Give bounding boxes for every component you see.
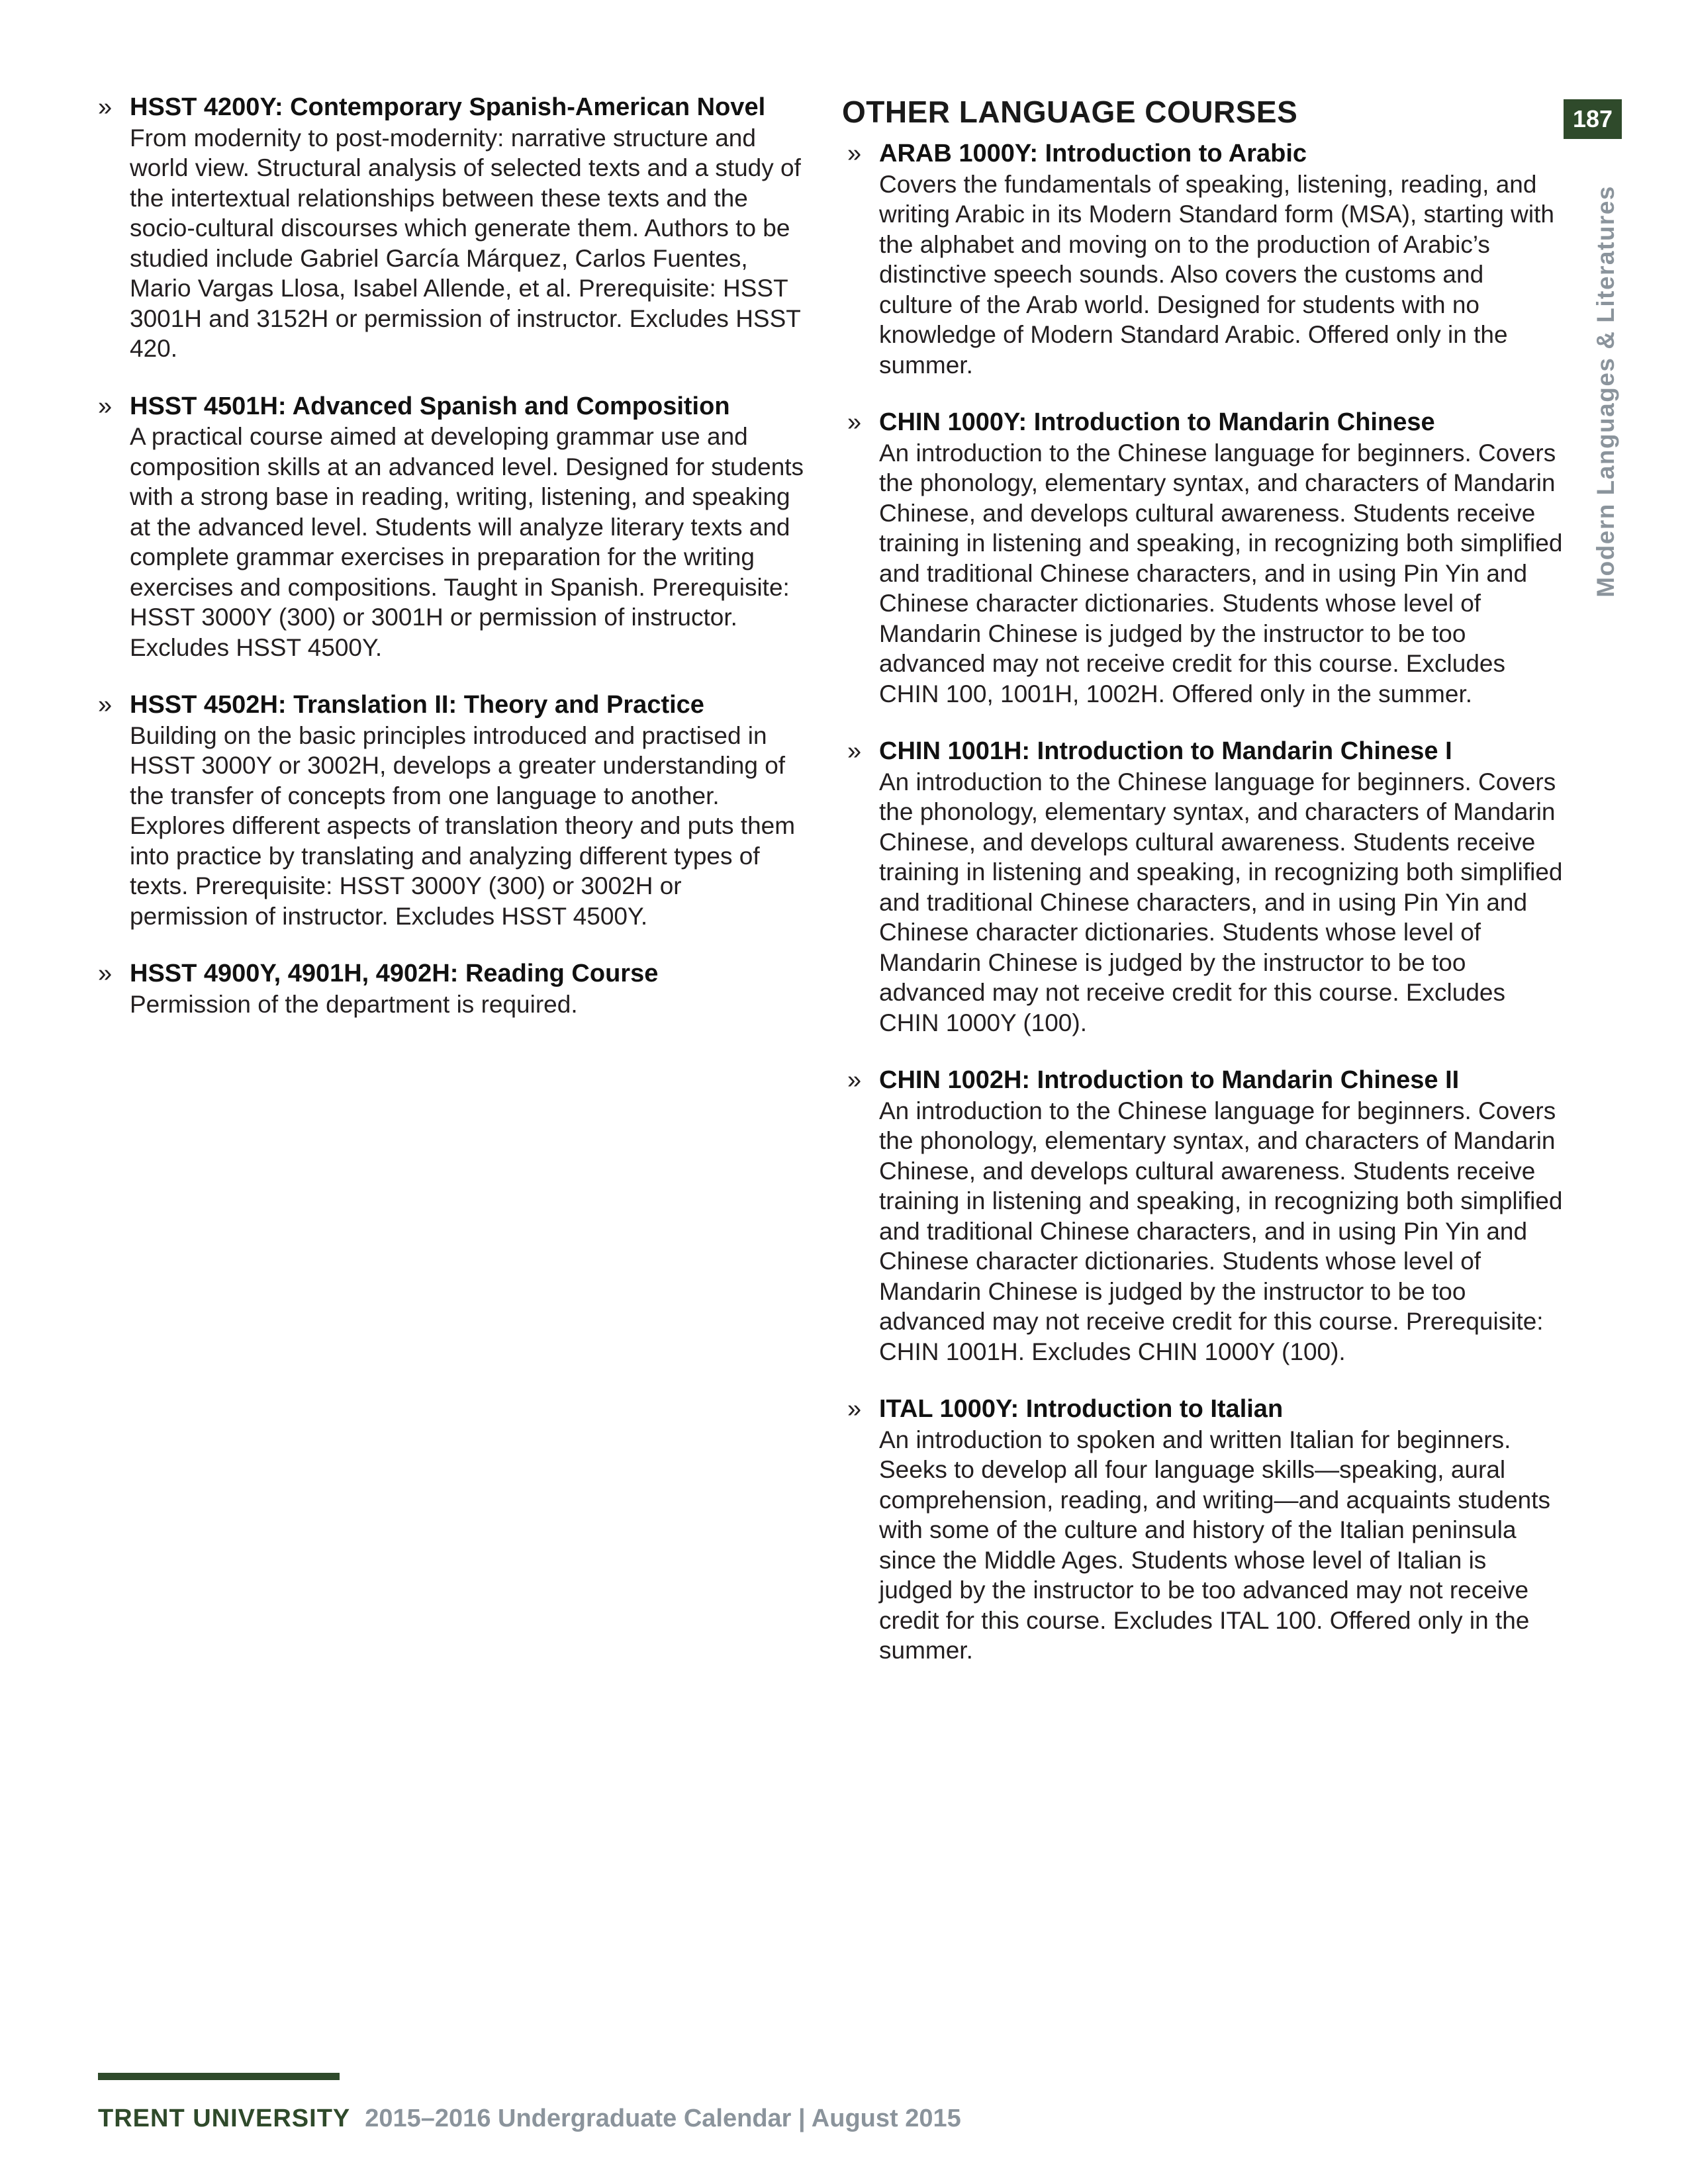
course-entry: [842, 737, 1564, 1038]
course-description: From modernity to post-modernity: narrative structure and world view. Structural analysis of selected texts and a study of the intertextual relationships between these texts and the socio-cultural discourses which generate them. Authors to be studied include Gabriel García Márquez, Carlos Fuentes, Mario Vargas Llosa, Isabel Allende, et al. Prerequisite: HSST 3001H and 3152H or permission of instructor. Excludes HSST 420.: [130, 124, 801, 362]
bullet-icon: »: [98, 960, 113, 987]
course-title: ITAL 1000Y: Introduction to Italian: [879, 1395, 1284, 1423]
footer-rule: [98, 2073, 340, 2080]
left-column: [93, 93, 804, 1047]
bullet-icon: »: [98, 691, 113, 719]
course-entry: [842, 139, 1564, 380]
course-description: A practical course aimed at developing grammar use and composition skills at an advanced level. Designed for students with a strong base in reading, writing, listening, and speaking at the advanced level. Students will analyze literary texts and complete grammar exercises in preparation for the writing exercises and compositions. Taught in Spanish. Prerequisite: HSST 3000Y (300) or 3001H or permission of instructor. Excludes HSST 4500Y.: [130, 423, 804, 661]
course-description: Permission of the department is required.: [130, 990, 578, 1018]
course-description: An introduction to the Chinese language for beginners. Covers the phonology, elementary syntax, and characters of Mandarin Chinese, and develops cultural awareness. Students receive training in listening and speaking, in recognizing both simplified and traditional Chinese characters, and in using Pin Yin and Chinese character dictionaries. Students whose level of Mandarin Chinese is judged by the instructor to be too advanced may not receive credit for this course. Excludes CHIN 100, 1001H, 1002H. Offered only in the summer.: [879, 439, 1563, 707]
bullet-icon: »: [98, 93, 113, 121]
course-description: An introduction to spoken and written Italian for beginners. Seeks to develop all four language skills—speaking, aural comprehension, reading, and writing—and acquaints students with some of the culture and history of the Italian peninsula since the Middle Ages. Students whose level of Italian is judged by the instructor to be too advanced may not receive credit for this course. Excludes ITAL 100. Offered only in the summer.: [879, 1426, 1551, 1664]
course-description: An introduction to the Chinese language for beginners. Covers the phonology, elementary syntax, and characters of Mandarin Chinese, and develops cultural awareness. Students receive training in listening and speaking, in recognizing both simplified and traditional Chinese characters, and in using Pin Yin and Chinese character dictionaries. Students whose level of Mandarin Chinese is judged by the instructor to be too advanced may not receive credit for this course. Excludes CHIN 1000Y (100).: [879, 768, 1563, 1036]
course-description: Covers the fundamentals of speaking, listening, reading, and writing Arabic in its Modern Standard form (MSA), starting with the alphabet and moving on to the production of Arabic’s distinctive speech sounds. Also covers the customs and culture of the Arab world. Designed for students with no knowledge of Modern Standard Arabic. Offered only in the summer.: [879, 170, 1554, 379]
course-entry: [93, 690, 804, 931]
course-entry: [93, 392, 804, 663]
bullet-icon: »: [847, 140, 862, 167]
page-number-badge: 187: [1564, 99, 1622, 139]
bullet-icon: »: [847, 737, 862, 765]
course-title: ARAB 1000Y: Introduction to Arabic: [879, 140, 1307, 167]
footer-calendar: 2015–2016 Undergraduate Calendar | August 2015: [365, 2105, 961, 2132]
course-entry: [93, 959, 804, 1019]
bullet-icon: »: [847, 408, 862, 436]
course-title: CHIN 1002H: Introduction to Mandarin Chinese II: [879, 1066, 1460, 1094]
course-title: HSST 4501H: Advanced Spanish and Composition: [130, 392, 730, 420]
course-title: CHIN 1001H: Introduction to Mandarin Chinese I: [879, 737, 1452, 765]
bullet-icon: »: [847, 1395, 862, 1423]
section-heading: OTHER LANGUAGE COURSES: [842, 95, 1298, 129]
course-entry: [93, 93, 804, 364]
course-description: An introduction to the Chinese language for beginners. Covers the phonology, elementary syntax, and characters of Mandarin Chinese, and develops cultural awareness. Students receive training in listening and speaking, in recognizing both simplified and traditional Chinese characters, and in using Pin Yin and Chinese character dictionaries. Students whose level of Mandarin Chinese is judged by the instructor to be too advanced may not receive credit for this course. Prerequisite: CHIN 1001H. Excludes CHIN 1000Y (100).: [879, 1097, 1563, 1365]
side-section-title: Modern Languages & Literatures: [1592, 185, 1619, 598]
course-entry: [842, 1394, 1564, 1666]
footer: [98, 2105, 961, 2133]
course-title: HSST 4200Y: Contemporary Spanish-American Novel: [130, 93, 766, 121]
footer-university: TRENT UNIVERSITY: [98, 2105, 351, 2132]
course-title: HSST 4900Y, 4901H, 4902H: Reading Course: [130, 960, 659, 987]
right-column: [842, 93, 1564, 1694]
course-title: HSST 4502H: Translation II: Theory and Practice: [130, 691, 704, 719]
course-entry: [842, 1066, 1564, 1367]
bullet-icon: »: [98, 392, 113, 420]
course-title: CHIN 1000Y: Introduction to Mandarin Chinese: [879, 408, 1435, 436]
bullet-icon: »: [847, 1066, 862, 1094]
course-entry: [842, 408, 1564, 709]
course-description: Building on the basic principles introduced and practised in HSST 3000Y or 3002H, develops a greater understanding of the transfer of concepts from one language to another. Explores different aspects of translation theory and puts them into practice by translating and analyzing different types of texts. Prerequisite: HSST 3000Y (300) or 3002H or permission of instructor. Excludes HSST 4500Y.: [130, 721, 796, 930]
